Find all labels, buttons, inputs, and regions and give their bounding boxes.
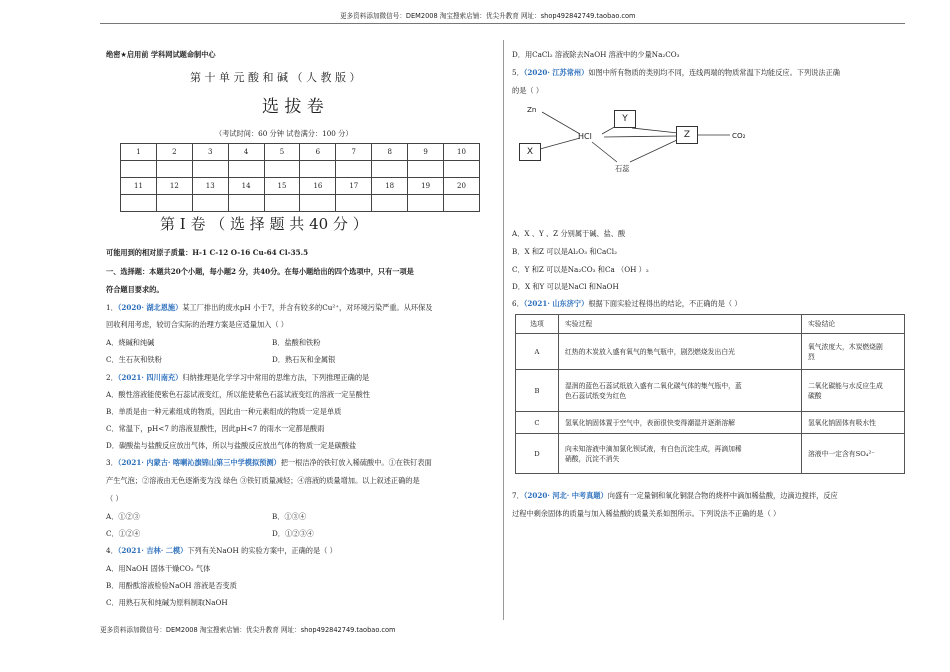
grid-answer-cell bbox=[444, 161, 480, 178]
table-row: C 氢氧化钠固体置于空气中，表面很快变得潮湿并逐渐溶解 氢氧化钠固体有吸水性 bbox=[516, 412, 905, 434]
footer-note: 更多资料添加微信号：DEM2008 淘宝搜索店铺：优尖升教育 网址：shop492842749.taobao.com bbox=[100, 626, 396, 634]
question-3-line3: （ ） bbox=[106, 494, 123, 503]
grid-answer-cell bbox=[156, 195, 192, 212]
grid-number-cell: 2 bbox=[156, 144, 192, 161]
question-1-line2: 回收利用考虑，较切合实际的治理方案是应适量加入（ ） bbox=[106, 320, 288, 329]
table-row: A 红热的木炭放入盛有氧气的集气瓶中，剧烈燃烧发出白光 氧气浓度大，木炭燃烧剧 烈 bbox=[516, 334, 905, 370]
paper-title: 选 拔 卷 bbox=[262, 97, 324, 117]
grid-number-cell: 16 bbox=[300, 178, 336, 195]
grid-number-cell: 13 bbox=[192, 178, 228, 195]
q4-option-d: D．用CaCl₂ 溶液除去NaOH 溶液中的少量Na₂CO₃ bbox=[512, 50, 680, 59]
grid-number-cell: 15 bbox=[264, 178, 300, 195]
grid-number-cell: 8 bbox=[372, 144, 408, 161]
table-header-conclusion: 实验结论 bbox=[802, 315, 905, 334]
grid-answer-cell bbox=[336, 161, 372, 178]
q5-option-c: C．Y 和Z 可以是Na₂CO₃ 和Ca （OH ）₂ bbox=[512, 265, 649, 274]
grid-answer-cell bbox=[444, 195, 480, 212]
page-divider bbox=[503, 40, 504, 620]
question-1: 1．（2020· 湖北恩施）某工厂排出的废水pH 小于7，并含有较多的Cu²⁺，对环境污染严重。从环保及 bbox=[106, 303, 433, 312]
question-2: 2．（2021· 四川南充）归纳推理是化学学习中常用的思维方法，下列推理正确的是 bbox=[106, 373, 370, 382]
diagram-co2: CO₂ bbox=[732, 131, 746, 140]
grid-answer-cell bbox=[192, 195, 228, 212]
question-5-line2: 的是（ ） bbox=[512, 86, 544, 95]
grid-number-cell: 18 bbox=[372, 178, 408, 195]
question-3: 3．（2021· 内蒙古· 喀喇沁旗锦山第三中学模拟预测）把一根洁净的铁钉放入稀硫酸中。①在铁钉表面 bbox=[106, 458, 432, 467]
diagram-litmus: 石蕊 bbox=[615, 164, 630, 173]
grid-answer-cell bbox=[336, 195, 372, 212]
q4-option-c: C．用熟石灰和纯碱为原料制取NaOH bbox=[106, 598, 228, 607]
q5-option-b: B．X 和Z 可以是Al₂O₃ 和CaCl₂ bbox=[512, 247, 617, 256]
header-rule bbox=[100, 23, 905, 24]
grid-answer-cell bbox=[156, 161, 192, 178]
grid-number-cell: 3 bbox=[192, 144, 228, 161]
table-header-process: 实验过程 bbox=[559, 315, 802, 334]
diagram-zn: Zn bbox=[527, 105, 537, 114]
q2-option-c: C．常温下，pH<7 的溶液显酸性，因此pH<7 的雨水一定都是酸雨 bbox=[106, 424, 325, 433]
grid-answer-cell bbox=[372, 161, 408, 178]
grid-answer-cell bbox=[228, 161, 264, 178]
grid-answer-cell bbox=[408, 161, 444, 178]
table-header-option: 选项 bbox=[516, 315, 559, 334]
q3-option-a: A．①②③ bbox=[106, 512, 140, 521]
grid-number-cell: 4 bbox=[228, 144, 264, 161]
unit-title: 第 十 单 元 酸 和 碱 （ 人 教 版 ） bbox=[190, 71, 361, 84]
question-7-line2: 过程中剩余固体的质量与加入稀盐酸的质量关系如图所示。下列说法不正确的是（ ） bbox=[512, 509, 781, 518]
answer-grid bbox=[120, 143, 480, 212]
grid-answer-cell bbox=[121, 195, 157, 212]
header-note: 更多资料添加微信号：DEM2008 淘宝搜索店铺：优尖升教育 网址：shop492842749.taobao.com bbox=[340, 12, 636, 20]
grid-number-cell: 17 bbox=[336, 178, 372, 195]
q5-option-a: A．X 、Y 、Z 分别属于碱、盐、酸 bbox=[512, 229, 626, 238]
q3-option-b: B．①③④ bbox=[272, 512, 307, 521]
grid-answer-cell bbox=[264, 195, 300, 212]
grid-answer-cell bbox=[408, 195, 444, 212]
exam-info: （考试时间：60 分钟 试卷满分：100 分） bbox=[215, 129, 353, 138]
q1-option-d: D．熟石灰和金属银 bbox=[272, 355, 336, 364]
question-3-line2: 产生气泡；②溶液由无色逐渐变为浅 绿色 ③铁钉质量减轻；④溶液的质量增加。以上叙述正确的是 bbox=[106, 476, 420, 485]
q4-option-b: B．用酚酞溶液检验NaOH 溶液是否变质 bbox=[106, 581, 237, 590]
instruction-line2: 符合题目要求的。 bbox=[106, 285, 164, 294]
q2-option-d: D．碳酸盐与盐酸反应放出气体，所以与盐酸反应放出气体的物质一定是碳酸盐 bbox=[106, 441, 357, 450]
instruction-line1: 一、选择题：本题共20个小题，每小题2 分，共40分。在每小题给出的四个选项中，只有一项是 bbox=[106, 267, 414, 276]
section-title: 第 Ⅰ 卷 （ 选 择 题 共 40 分 ） bbox=[160, 215, 368, 233]
q3-option-c: C．①②④ bbox=[106, 529, 141, 538]
table-row: B 湿润的蓝色石蕊试纸放入盛有二氧化碳气体的集气瓶中，蓝 色石蕊试纸变为红色 二氧化碳能与水反应生成 碳酸 bbox=[516, 370, 905, 412]
question-6: 6．（2021· 山东济宁）根据下面实验过程得出的结论，不正确的是（ ） bbox=[512, 299, 742, 308]
grid-number-cell: 6 bbox=[300, 144, 336, 161]
grid-number-cell: 5 bbox=[264, 144, 300, 161]
q2-option-a: A．酸性溶液能使紫色石蕊试液变红，所以能使紫色石蕊试液变红的溶液一定呈酸性 bbox=[106, 390, 370, 399]
diagram-x-box: X bbox=[519, 143, 541, 161]
grid-number-cell: 10 bbox=[444, 144, 480, 161]
q1-option-c: C．生石灰和铁粉 bbox=[106, 355, 162, 364]
diagram-y-box: Y bbox=[614, 110, 636, 128]
diagram-z-box: Z bbox=[676, 126, 698, 144]
grid-number-cell: 20 bbox=[444, 178, 480, 195]
table-row: D 向未知溶液中滴加氯化钡试液，有白色沉淀生成，再滴加稀 硝酸，沉淀不消失 溶液中一定含有SO₄²⁻ bbox=[516, 434, 905, 474]
diagram-hcl: HCl bbox=[578, 132, 592, 141]
q4-option-a: A．用NaOH 固体干燥CO₂ 气体 bbox=[106, 564, 211, 573]
experiment-table bbox=[515, 314, 905, 474]
grid-number-cell: 11 bbox=[121, 178, 157, 195]
q3-option-d: D．①②③④ bbox=[272, 529, 314, 538]
grid-answer-cell bbox=[192, 161, 228, 178]
grid-number-cell: 7 bbox=[336, 144, 372, 161]
q1-option-b: B．盐酸和铁粉 bbox=[272, 338, 321, 347]
question-7: 7．（2020· 河北· 中考真题）向盛有一定量铜和氧化铜混合物的烧杯中滴加稀盐酸，边滴边搅拌，反应 bbox=[512, 491, 838, 500]
grid-number-cell: 14 bbox=[228, 178, 264, 195]
grid-answer-cell bbox=[228, 195, 264, 212]
q2-option-b: B．单质是由一种元素组成的物质，因此由一种元素组成的物质一定是单质 bbox=[106, 407, 342, 416]
q5-option-d: D．X 和Y 可以是NaCl 和NaOH bbox=[512, 282, 619, 291]
grid-number-cell: 12 bbox=[156, 178, 192, 195]
grid-answer-cell bbox=[264, 161, 300, 178]
grid-number-cell: 9 bbox=[408, 144, 444, 161]
grid-answer-cell bbox=[121, 161, 157, 178]
question-5: 5．（2020· 江苏常州）如图中所有物质的类别均不同，连线两端的物质常温下均能反应。下列说法正确 bbox=[512, 68, 840, 77]
grid-answer-cell bbox=[300, 195, 336, 212]
q1-option-a: A．烧碱和纯碱 bbox=[106, 338, 155, 347]
question-4: 4．（2021· 吉林· 二模）下列有关NaOH 的实验方案中，正确的是（ ） bbox=[106, 546, 337, 555]
reaction-diagram bbox=[512, 100, 792, 190]
secret-label: 绝密★启用前 学科网试题命制中心 bbox=[106, 50, 216, 59]
grid-number-cell: 1 bbox=[121, 144, 157, 161]
atomic-mass: 可能用到的相对原子质量：H-1 C-12 O-16 Cu-64 Cl-35.5 bbox=[106, 248, 309, 257]
grid-answer-cell bbox=[372, 195, 408, 212]
grid-answer-cell bbox=[300, 161, 336, 178]
grid-number-cell: 19 bbox=[408, 178, 444, 195]
